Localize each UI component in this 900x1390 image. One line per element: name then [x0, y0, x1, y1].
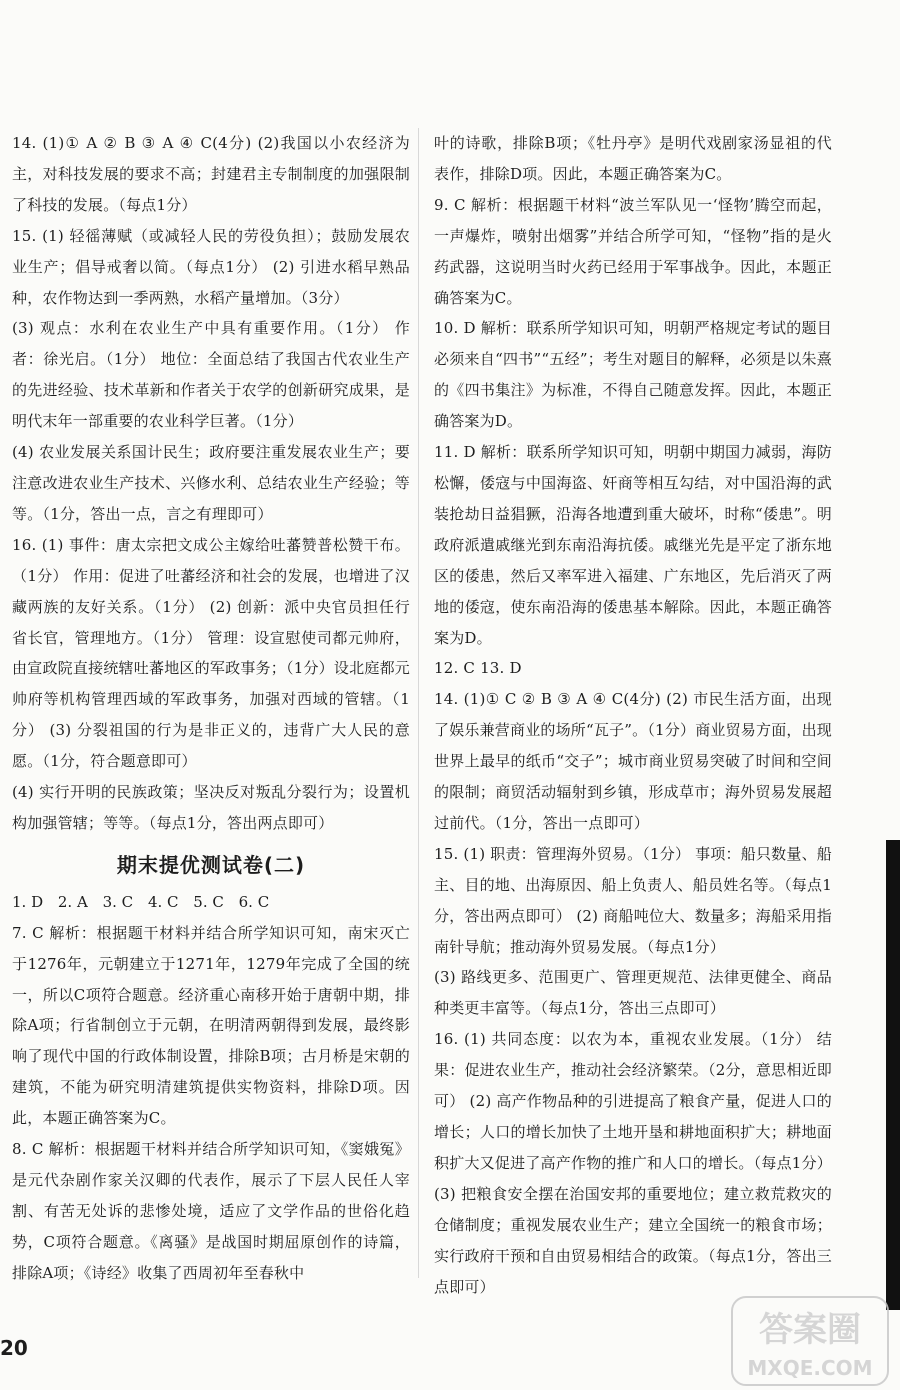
answer-7: 7. C 解析：根据题干材料并结合所学知识可知，南宋灭亡于1276年，元朝建立于1271年，1279年完成了全国的统一，所以C项符合题意。经济重心南移开始于唐朝中期，排除A项；行省制创立于元朝，在明清两朝得到发展，最终影响了现代中国的行政体制设置，排除B项；古月桥是宋朝的建筑，不能为研究明清建筑提供实物资料，排除D项。因此，本题正确答案为C。: [12, 923, 410, 1128]
answer-15: 15. (1) 轻徭薄赋（或减轻人民的劳役负担）；鼓励发展农业生产；倡导戒奢以简。（每点1分） (2) 引进水稻早熟品种，农作物达到一季两熟，水稻产量增加。（3分）: [12, 226, 410, 307]
mc-answer-6: 6. C: [238, 892, 270, 911]
section-title: 期末提优测试卷(二): [116, 852, 306, 877]
page-edge-shadow: [886, 840, 900, 1310]
watermark-logo: [730, 1295, 890, 1387]
answer-16-right: 16. (1) 共同态度：以农为本，重视农业发展。（1分） 结果：促进农业生产，推动社会经济繁荣。（2分，意思相近即可） (2) 高产作物品种的引进提高了粮食产量，促进人口的增长；人口的增长加快了土地开垦和耕地面积扩大；耕地面积扩大又促进了高产作物的推广和人口的增长。（每点1分） (3) 把粮食安全摆在治国安邦的重要地位；建立救荒救灾的仓储制度；重视发展农业生产；建立全国统一的粮食市场；实行政府干预和自由贸易相结合的政策。（每点1分，答出三点即可）: [434, 1030, 832, 1296]
answer-16: 16. (1) 事件：唐太宗把文成公主嫁给吐蕃赞普松赞干布。（1分） 作用：促进了吐蕃经济和社会的发展，也增进了汉藏两族的友好关系。（1分） (2) 创新：派中央官员担任行省长官，管理地方。（1分） 管理：设宣慰使司都元帅府，由宣政院直接统辖吐蕃地区的军政事务；（1分）设北庭都元帅府等机构管理西域的军政事务，加强对西域的管辖。（1分） (3) 分裂祖国的行为是非正义的，违背广大人民的意愿。（1分，符合题意即可）: [12, 535, 410, 771]
answer-15-right-part3: (3) 路线更多、范围更广、管理更规范、法律更健全、商品种类更丰富等。（每点1分，答出三点即可）: [434, 968, 832, 1018]
mc-answer-2: 2. A: [57, 892, 88, 911]
answer-16-part4: (4) 实行开明的民族政策；坚决反对叛乱分裂行为；设置机构加强管辖；等等。（每点1分，答出两点即可）: [12, 783, 410, 832]
answer-12-13: 12. C 13. D: [434, 659, 522, 678]
column-divider: [418, 128, 419, 1278]
page-number: 20: [0, 1336, 28, 1360]
answer-8-continued: 叶的诗歌，排除B项；《牡丹亭》是明代戏剧家汤显祖的代表作，排除D项。因此，本题正确答案为C。: [434, 134, 832, 183]
mc-answer-4: 4. C: [147, 892, 179, 911]
answer-11: 11. D 解析：联系所学知识可知，明朝中期国力减弱，海防松懈，倭寇与中国海盗、奸商等相互勾结，对中国沿海的武装抢劫日益猖獗，沿海各地遭到重大破坏，时称“倭患”。明政府派遣戚继光到东南沿海抗倭。戚继光先是平定了浙东地区的倭患，然后又率军进入福建、广东地区，先后消灭了两地的倭寇，使东南沿海的倭患基本解除。因此，本题正确答案为D。: [434, 443, 832, 647]
answer-14: 14. (1)① A ② B ③ A ④ C(4分) (2)我国以小农经济为主，对科技发展的要求不高；封建君主专制制度的加强限制了科技的发展。（每点1分）: [12, 134, 410, 214]
mc-answer-1: 1. D: [12, 892, 44, 911]
answer-15-part3: (3) 观点：水利在农业生产中具有重要作用。（1分） 作者：徐光启。（1分） 地位：全面总结了我国古代农业生产的先进经验、技术革新和作者关于农学的创新研究成果，是明代末年一部重要的农业科学巨著。（1分）: [12, 319, 410, 431]
answer-8: 8. C 解析：根据题干材料并结合所学知识可知，《窦娥冤》是元代杂剧作家关汉卿的代表作，展示了下层人民任人宰割、有苦无处诉的悲惨处境，适应了文学作品的世俗化趋势，C项符合题意。《离骚》是战国时期屈原创作的诗篇，排除A项；《诗经》收集了西周初年至春秋中: [12, 1140, 410, 1282]
multiple-choice-answers: [12, 887, 410, 918]
answer-9: 9. C 解析：根据题干材料“波兰军队见一‘怪物’腾空而起，一声爆炸，喷射出烟雾”并结合所学可知，“怪物”指的是火药武器，这说明当时火药已经用于军事战争。因此，本题正确答案为C。: [434, 195, 832, 307]
watermark-text-en: MXQE.COM: [747, 1356, 873, 1380]
answer-15-right: 15. (1) 职责：管理海外贸易。（1分） 事项：船只数量、船主、目的地、出海原因、船上负责人、船员姓名等。（每点1分，答出两点即可） (2) 商船吨位大、数量多；海船采用指南针导航；推动海外贸易发展。（每点1分）: [434, 844, 832, 956]
answer-15-part4: (4) 农业发展关系国计民生；政府要注重发展农业生产；要注意改进农业生产技术、兴修水利、总结农业生产经验；等等。（1分，答出一点，言之有理即可）: [12, 443, 410, 523]
answer-14-right: 14. (1)① C ② B ③ A ④ C(4分) (2) 市民生活方面，出现了娱乐兼营商业的场所“瓦子”。（1分）商业贸易方面，出现世界上最早的纸币“交子”；城市商业贸易突破了时间和空间的限制；商贸活动辐射到乡镇，形成草市；海外贸易发展超过前代。（1分，答出一点即可）: [434, 690, 832, 832]
right-column: [434, 128, 832, 1302]
left-column: [12, 128, 410, 1289]
mc-answer-3: 3. C: [102, 892, 134, 911]
mc-answer-5: 5. C: [193, 892, 224, 911]
watermark-text-cn: 答案圈: [759, 1310, 861, 1350]
answer-10: 10. D 解析：联系所学知识可知，明朝严格规定考试的题目必须来自“四书”“五经”；考生对题目的解释，必须是以朱熹的《四书集注》为标准，不得自己随意发挥。因此，本题正确答案为D。: [434, 319, 832, 431]
